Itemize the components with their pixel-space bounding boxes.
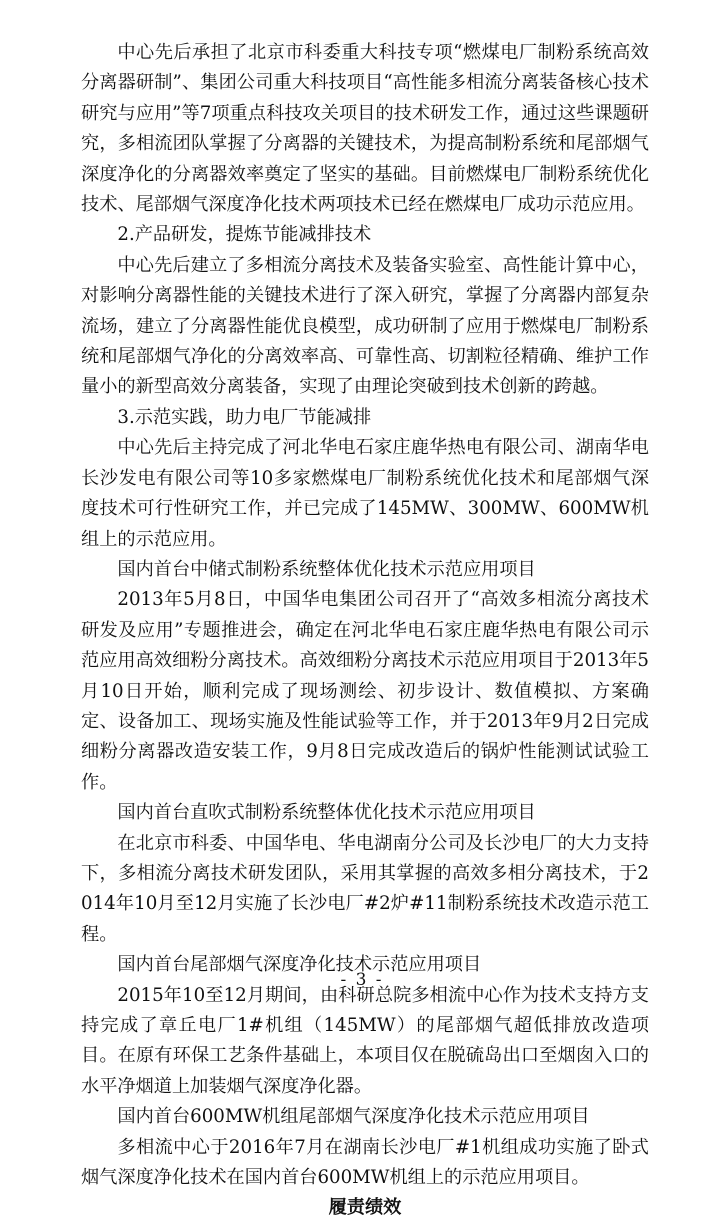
heading-project-600mw: 国内首台600MW机组尾部烟气深度净化技术示范应用项目 bbox=[117, 1106, 590, 1128]
paragraph-research-projects: 中心先后承担了北京市科委重大科技专项“燃煤电厂制粉系统高效分离器研制”、集团公司重大科技项目“高性能多相流分离装备核心技术研究与应用”等7项重点科技攻关项目的技术研发工作，通过这些课题研究，多相流团队掌握了分离器的关键技术，为提高制粉系统和尾部烟气深度净化的分离器效率奠定了坚实的基础。目前燃煤电厂制粉系统优化技术、尾部烟气深度净化技术两项技术已经在燃煤电厂成功示范应用。 bbox=[81, 42, 649, 216]
paragraph-project-direct-pulverizing: 在北京市科委、中国华电、华电湖南分公司及长沙电厂的大力支持下，多相流分离技术研发团队，采用其掌握的高效多相分离技术，于2014年10月至12月实施了长沙电厂#2炉#11制粉系统技术改造示范工程。 bbox=[81, 832, 649, 945]
paragraph-project-storage-pulverizing: 2013年5月8日，中国华电集团公司召开了“高效多相流分离技术研发及应用”专题推进会，确定在河北华电石家庄鹿华热电有限公司示范应用高效细粉分离技术。高效细粉分离技术示范应用项目于2013年5月10日开始，顺利完成了现场测绘、初步设计、数值模拟、方案确定、设备加工、现场实施及性能试验等工作，并于2013年9月2日完成细粉分离器改造安装工作，9月8日完成改造后的锅炉性能测试试验工作。 bbox=[81, 589, 649, 793]
heading-project-flue-gas: 国内首台尾部烟气深度净化技术示范应用项目 bbox=[117, 954, 482, 976]
heading-demonstration-practice: 3.示范实践，助力电厂节能减排 bbox=[117, 406, 372, 428]
heading-product-development: 2.产品研发，提炼节能减排技术 bbox=[117, 224, 372, 246]
section-title: 履责绩效 bbox=[328, 1197, 402, 1219]
paragraph-project-flue-gas: 2015年10至12月期间，由科研总院多相流中心作为技术支持方支持完成了章丘电厂1#机组（145MW）的尾部烟气超低排放改造项目。在原有环保工艺条件基础上，本项目仅在脱硫岛出口至烟囱入口的水平净烟道上加装烟气深度净化器。 bbox=[81, 984, 649, 1097]
heading-project-storage-pulverizing: 国内首台中储式制粉系统整体优化技术示范应用项目 bbox=[117, 558, 536, 580]
paragraph-product-development: 中心先后建立了多相流分离技术及装备实验室、高性能计算中心，对影响分离器性能的关键技术进行了深入研究，掌握了分离器内部复杂流场，建立了分离器性能优良模型，成功研制了应用于燃煤电厂制粉系统和尾部烟气净化的分离效率高、可靠性高、切割粒径精确、维护工作量小的新型高效分离装备，实现了由理论突破到技术创新的跨越。 bbox=[81, 254, 649, 398]
paragraph-demonstration-practice: 中心先后主持完成了河北华电石家庄鹿华热电有限公司、湖南华电长沙发电有限公司等10多家燃煤电厂制粉系统优化技术和尾部烟气深度技术可行性研究工作，并已完成了145MW、300MW、600MW机组上的示范应用。 bbox=[81, 437, 649, 550]
page-number: - 3 - bbox=[340, 970, 384, 990]
heading-project-direct-pulverizing: 国内首台直吹式制粉系统整体优化技术示范应用项目 bbox=[117, 802, 536, 824]
body-text bbox=[81, 38, 649, 1224]
paragraph-project-600mw: 多相流中心于2016年7月在湖南长沙电厂#1机组成功实施了卧式烟气深度净化技术在国内首台600MW机组上的示范应用项目。 bbox=[81, 1136, 649, 1189]
